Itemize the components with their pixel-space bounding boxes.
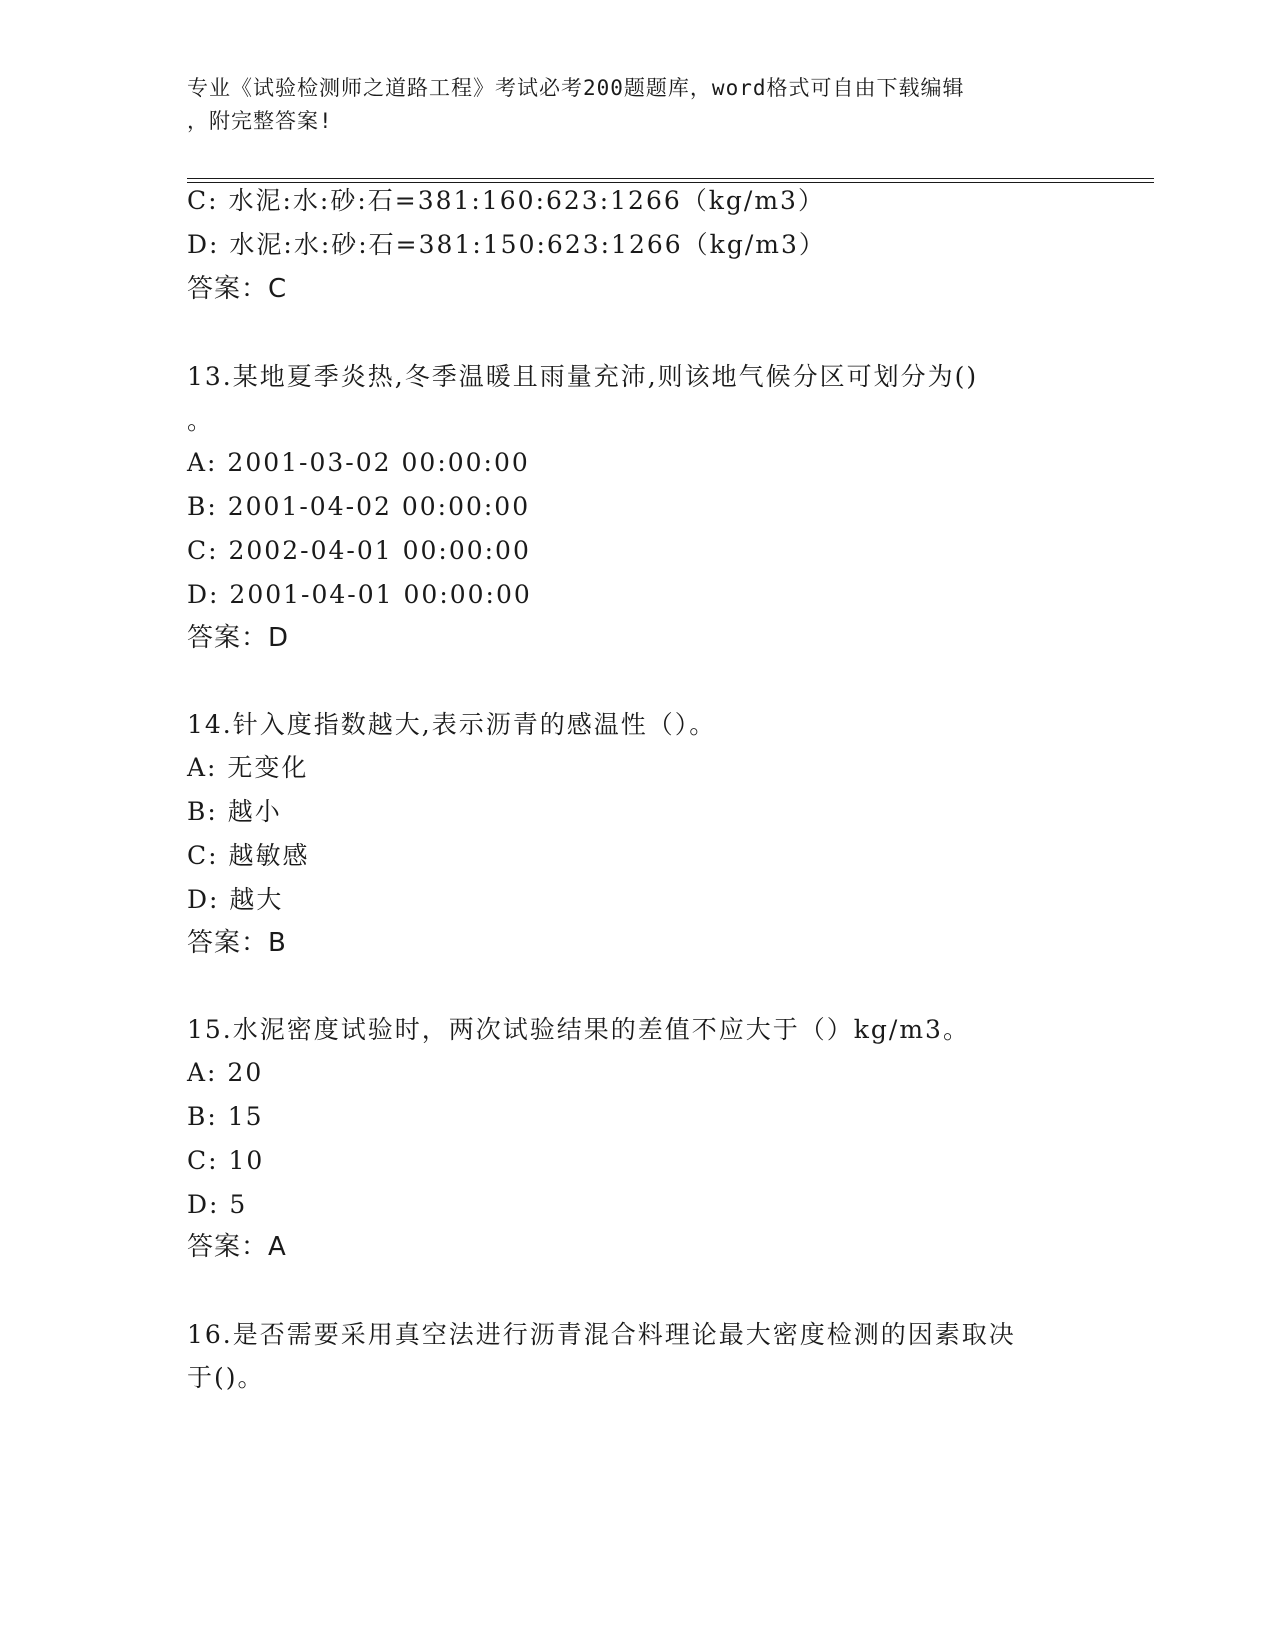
q13-stem: 13.某地夏季炎热,冬季温暖且雨量充沛,则该地气候分区可划分为() <box>187 362 979 391</box>
q13-stem-continuation: 。 <box>187 406 215 435</box>
q15-stem: 15.水泥密度试验时，两次试验结果的差值不应大于（）kg/m3。 <box>187 1015 970 1044</box>
q15-answer: 答案：A <box>187 1232 287 1262</box>
header-divider-top <box>187 178 1154 179</box>
q15-option-d: D: 5 <box>187 1190 248 1219</box>
q14-option-a: A: 无变化 <box>187 753 309 782</box>
document-header <box>187 72 1087 138</box>
header-title: 专业《试验检测师之道路工程》考试必考200题题库，word格式可自由下载编辑 <box>187 76 965 100</box>
prev-option-c: C: 水泥:水:砂:石=381:160:623:1266（kg/m3） <box>187 186 825 215</box>
header-title-continuation: ，附完整答案! <box>187 109 333 133</box>
q15-option-c: C: 10 <box>187 1146 265 1175</box>
q14-stem: 14.针入度指数越大,表示沥青的感温性（）。 <box>187 710 717 739</box>
q13-answer: 答案：D <box>187 623 290 653</box>
q13-option-a: A: 2001-03-02 00:00:00 <box>187 448 530 477</box>
header-divider-bottom <box>187 182 1154 183</box>
prev-answer: 答案：C <box>187 274 288 304</box>
q14-option-d: D: 越大 <box>187 885 284 914</box>
q14-option-b: B: 越小 <box>187 797 282 826</box>
q15-option-a: A: 20 <box>187 1058 264 1087</box>
q16-stem: 16.是否需要采用真空法进行沥青混合料理论最大密度检测的因素取决 <box>187 1320 1016 1349</box>
q13-option-d: D: 2001-04-01 00:00:00 <box>187 580 532 609</box>
prev-option-d: D: 水泥:水:砂:石=381:150:623:1266（kg/m3） <box>187 230 826 259</box>
q14-answer: 答案：B <box>187 928 287 958</box>
q15-option-b: B: 15 <box>187 1102 264 1131</box>
q13-option-b: B: 2001-04-02 00:00:00 <box>187 492 531 521</box>
q13-option-c: C: 2002-04-01 00:00:00 <box>187 536 531 565</box>
q14-option-c: C: 越敏感 <box>187 841 310 870</box>
q16-stem-continuation: 于()。 <box>187 1363 265 1392</box>
